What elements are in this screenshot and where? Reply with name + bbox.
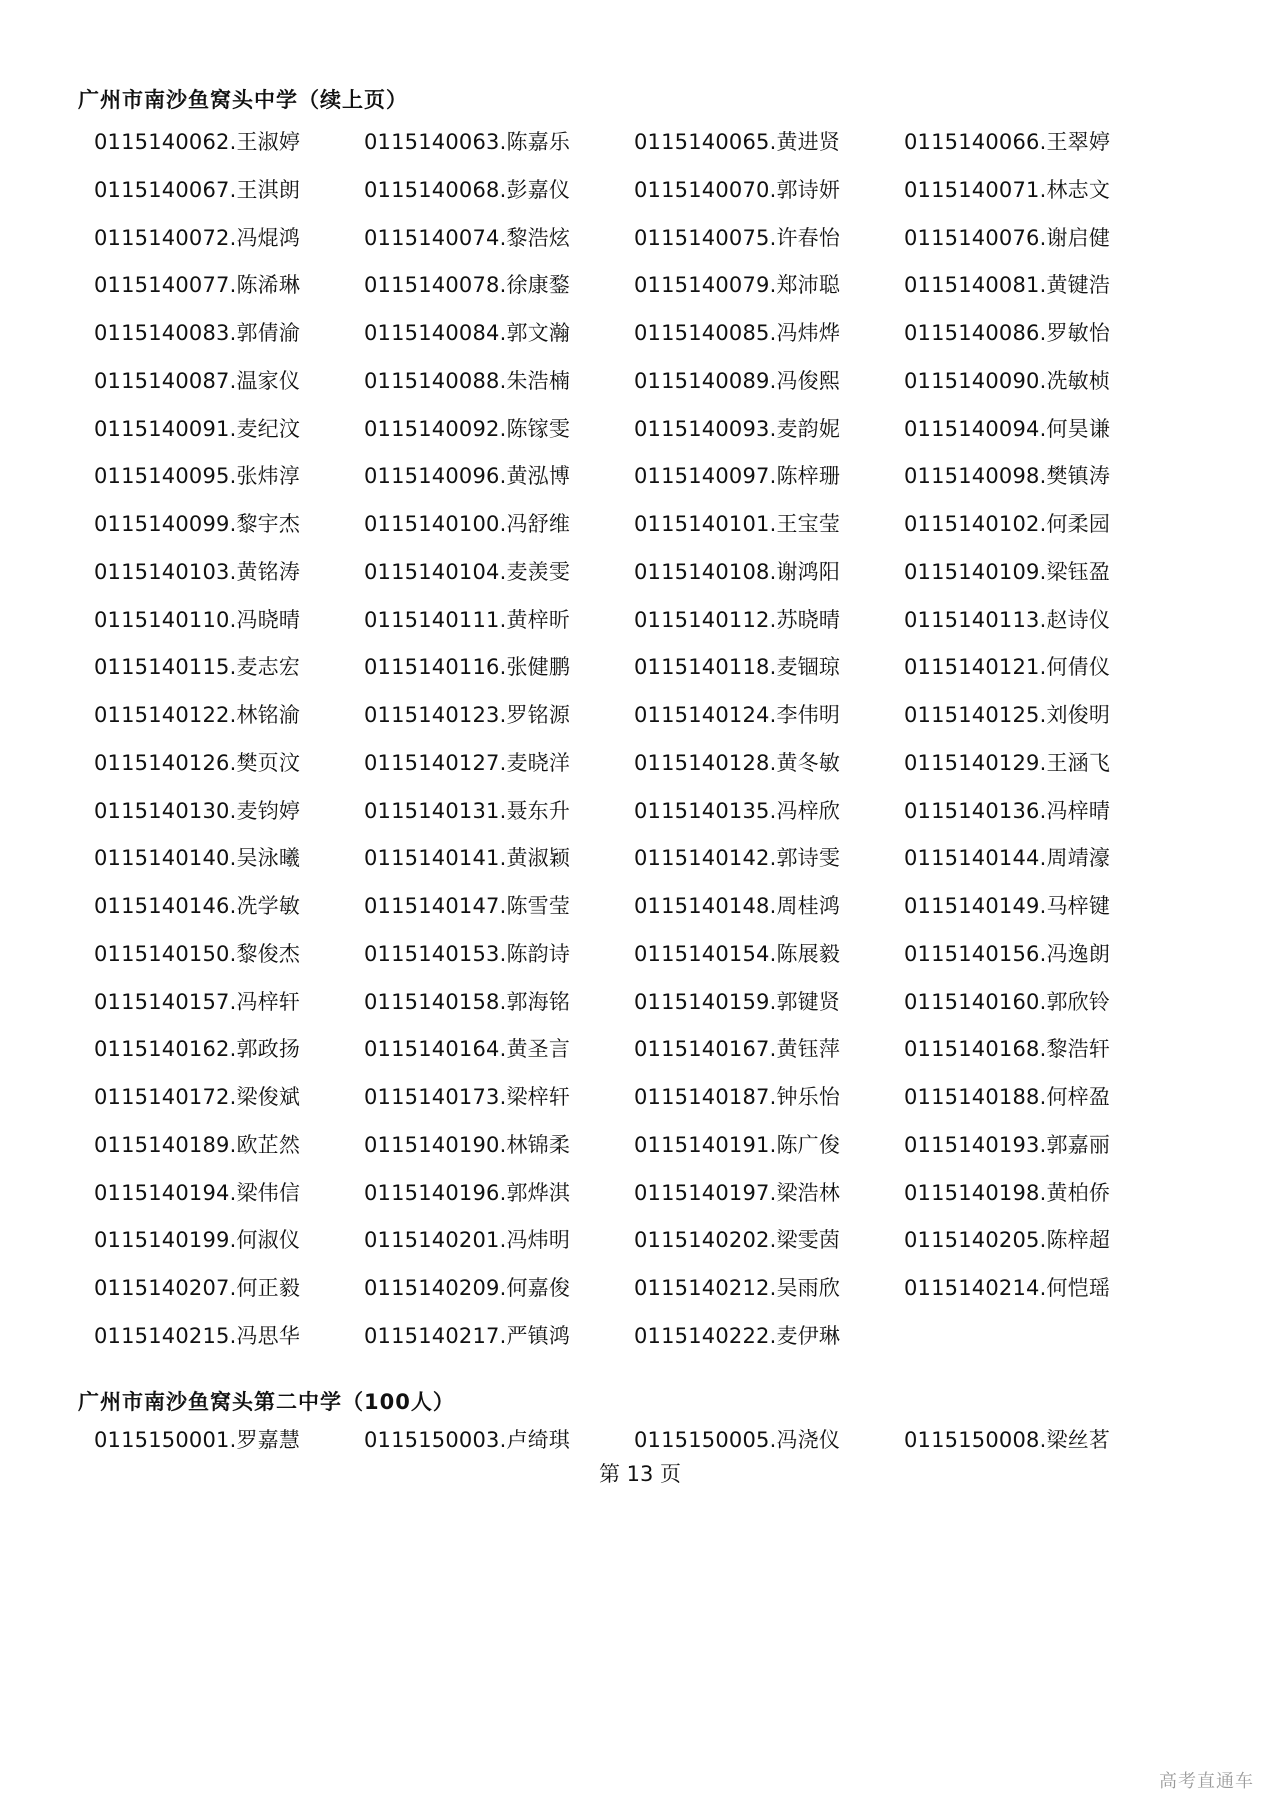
list-item: 0115140198.黄柏侨 <box>904 1180 1111 1205</box>
list-item: 0115140074.黎浩炫 <box>364 225 571 250</box>
list-item: 0115140123.罗铭源 <box>364 703 571 727</box>
list-item: 0115140072.冯焜鸿 <box>94 225 301 250</box>
list-item: 0115140118.麦锢琼 <box>634 655 841 680</box>
list-item: 0115140091.麦纪汶 <box>94 416 301 441</box>
list-item: 0115140121.何倩仪 <box>904 655 1111 680</box>
list-item: 0115140094.何昊谦 <box>904 416 1111 441</box>
list-item: 0115140095.张炜淳 <box>94 464 301 489</box>
list-item: 0115140167.黄钰萍 <box>634 1037 841 1062</box>
list-item: 0115140209.何嘉俊 <box>364 1276 571 1300</box>
list-item: 0115140188.何梓盈 <box>904 1085 1111 1109</box>
list-item: 0115140131.聂东升 <box>364 798 571 823</box>
list-item: 0115140071.林志文 <box>904 177 1111 202</box>
list-item: 0115150003.卢绮琪 <box>364 1428 571 1452</box>
list-item: 0115140154.陈展毅 <box>634 941 841 966</box>
list-item: 0115140079.郑沛聪 <box>634 273 841 298</box>
list-item: 0115140067.王淇朗 <box>94 177 301 202</box>
list-item: 0115140101.王宝莹 <box>634 512 841 536</box>
watermark-text: 高考直通车 <box>1159 1771 1254 1792</box>
list-item: 0115140112.苏晓晴 <box>634 607 841 632</box>
list-item: 0115150005.冯浇仪 <box>634 1428 841 1452</box>
list-item: 0115140149.马梓键 <box>904 894 1111 918</box>
list-item: 0115140115.麦志宏 <box>94 655 301 680</box>
list-item: 0115140100.冯舒维 <box>364 512 571 536</box>
list-item: 0115140207.何正毅 <box>94 1276 301 1300</box>
list-item: 0115140127.麦晓洋 <box>364 750 571 775</box>
list-item: 0115140102.何柔园 <box>904 512 1111 536</box>
list-item: 0115140070.郭诗妍 <box>634 177 841 202</box>
list-item: 0115140142.郭诗雯 <box>634 846 841 871</box>
list-item: 0115140085.冯炜烨 <box>634 321 841 345</box>
list-item: 0115140199.何淑仪 <box>94 1228 301 1253</box>
list-item: 0115140196.郭烨淇 <box>364 1180 571 1205</box>
list-item: 0115140222.麦伊琳 <box>634 1323 841 1348</box>
list-item: 0115140066.王翠婷 <box>904 130 1111 154</box>
list-item: 0115140126.樊页汶 <box>94 750 301 775</box>
list-item: 0115140076.谢启健 <box>904 225 1111 250</box>
list-item: 0115140173.梁梓轩 <box>364 1085 571 1109</box>
list-item: 0115140189.欧芷然 <box>94 1132 301 1157</box>
list-item: 0115140075.许春怡 <box>634 225 841 250</box>
list-item: 0115140077.陈浠琳 <box>94 273 301 298</box>
list-item: 0115140215.冯思华 <box>94 1323 301 1348</box>
list-item: 0115140068.彭嘉仪 <box>364 177 571 202</box>
list-item: 0115150001.罗嘉慧 <box>94 1428 301 1452</box>
list-item: 0115140141.黄淑颖 <box>364 846 571 871</box>
list-item: 0115140122.林铭渝 <box>94 703 301 727</box>
list-item: 0115140098.樊镇涛 <box>904 464 1111 489</box>
list-item: 0115140212.吴雨欣 <box>634 1276 841 1300</box>
list-item: 0115140116.张健鹏 <box>364 655 571 680</box>
list-item: 0115140168.黎浩轩 <box>904 1037 1111 1062</box>
list-item: 0115140062.王淑婷 <box>94 130 301 154</box>
list-item: 0115140193.郭嘉丽 <box>904 1132 1111 1157</box>
list-item: 0115140146.冼学敏 <box>94 894 301 918</box>
list-item: 0115140129.王涵飞 <box>904 750 1111 775</box>
list-item: 0115140065.黄进贤 <box>634 130 841 154</box>
list-item: 0115140125.刘俊明 <box>904 703 1111 727</box>
list-item: 0115140217.严镇鸿 <box>364 1323 571 1348</box>
list-item: 0115140150.黎俊杰 <box>94 941 301 966</box>
list-item: 0115140103.黄铭涛 <box>94 559 301 584</box>
list-item: 0115150008.梁丝茗 <box>904 1428 1111 1452</box>
list-item: 0115140096.黄泓博 <box>364 464 571 489</box>
list-item: 0115140160.郭欣铃 <box>904 989 1111 1014</box>
list-item: 0115140140.吴泳曦 <box>94 846 301 871</box>
list-item: 0115140113.赵诗仪 <box>904 607 1111 632</box>
section-heading: 广州市南沙鱼窝头中学（续上页） <box>78 88 408 112</box>
list-item: 0115140081.黄键浩 <box>904 273 1111 298</box>
list-item: 0115140153.陈韵诗 <box>364 941 571 966</box>
list-item: 0115140156.冯逸朗 <box>904 941 1111 966</box>
list-item: 0115140164.黄圣言 <box>364 1037 571 1062</box>
list-item: 0115140190.林锦柔 <box>364 1132 571 1157</box>
list-item: 0115140104.麦羡雯 <box>364 559 571 584</box>
list-item: 0115140214.何恺瑶 <box>904 1276 1111 1300</box>
list-item: 0115140097.陈梓珊 <box>634 464 841 489</box>
list-item: 0115140092.陈镓雯 <box>364 416 571 441</box>
list-item: 0115140130.麦钧婷 <box>94 798 301 823</box>
list-item: 0115140093.麦韵妮 <box>634 416 841 441</box>
list-item: 0115140157.冯梓轩 <box>94 989 301 1014</box>
list-item: 0115140090.冼敏桢 <box>904 368 1111 393</box>
list-item: 0115140087.温家仪 <box>94 368 301 393</box>
list-item: 0115140111.黄梓昕 <box>364 607 571 632</box>
list-item: 0115140124.李伟明 <box>634 703 841 727</box>
list-item: 0115140063.陈嘉乐 <box>364 130 571 154</box>
list-item: 0115140083.郭倩渝 <box>94 321 301 345</box>
list-item: 0115140128.黄冬敏 <box>634 750 841 775</box>
list-item: 0115140194.梁伟信 <box>94 1180 301 1205</box>
list-item: 0115140099.黎宇杰 <box>94 512 301 536</box>
list-item: 0115140162.郭政扬 <box>94 1037 301 1062</box>
list-item: 0115140202.梁雯茵 <box>634 1228 841 1253</box>
list-item: 0115140159.郭键贤 <box>634 989 841 1014</box>
entry-list <box>94 119 1174 1361</box>
list-item: 0115140135.冯梓欣 <box>634 798 841 823</box>
list-item: 0115140078.徐康鍪 <box>364 273 571 298</box>
section-heading: 广州市南沙鱼窝头第二中学（100人） <box>78 1390 455 1414</box>
list-item: 0115140084.郭文瀚 <box>364 321 571 345</box>
list-item: 0115140088.朱浩楠 <box>364 368 571 393</box>
list-item: 0115140110.冯晓晴 <box>94 607 301 632</box>
list-item: 0115140197.梁浩林 <box>634 1180 841 1205</box>
list-item: 0115140136.冯梓晴 <box>904 798 1111 823</box>
list-item: 0115140172.梁俊斌 <box>94 1085 301 1109</box>
page-number: 第 13 页 <box>598 1462 682 1486</box>
list-item: 0115140144.周靖濠 <box>904 846 1111 871</box>
list-item: 0115140086.罗敏怡 <box>904 321 1111 345</box>
list-item: 0115140205.陈梓超 <box>904 1228 1111 1253</box>
list-item: 0115140147.陈雪莹 <box>364 894 571 918</box>
list-item: 0115140158.郭海铭 <box>364 989 571 1014</box>
list-item: 0115140187.钟乐怡 <box>634 1085 841 1109</box>
list-item: 0115140089.冯俊熙 <box>634 368 841 393</box>
list-item: 0115140201.冯炜明 <box>364 1228 571 1253</box>
list-item: 0115140109.梁钰盈 <box>904 559 1111 584</box>
list-item: 0115140148.周桂鸿 <box>634 894 841 918</box>
list-item: 0115140108.谢鸿阳 <box>634 559 841 584</box>
list-item: 0115140191.陈广俊 <box>634 1132 841 1157</box>
